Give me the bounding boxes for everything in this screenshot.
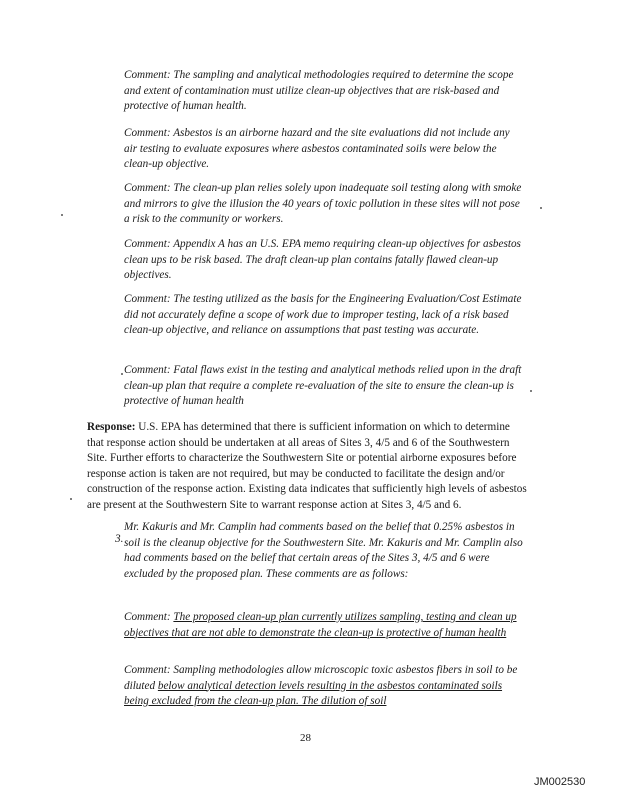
comment-a-text: The proposed clean-up plan currently utilizes sampling, testing and clean up objectives that are not able to demonstrate the clean-up is protective of human health xyxy=(124,611,517,639)
comment-ee-ca-testing: Comment: The testing utilized as the basis for the Engineering Evaluation/Cost Estimate did not accurately define a scope of work due to improper testing, lack of a risk based clean-up objective, and reliance on assumptions that past testing was accurate. xyxy=(124,293,522,336)
comment-proposed-plan xyxy=(124,610,524,641)
item-number: 3. xyxy=(115,533,124,545)
response-label: Response: xyxy=(87,421,136,433)
page-number: 28 xyxy=(300,732,311,744)
response-paragraph xyxy=(87,420,527,513)
comment-appendix-a: Comment: Appendix A has an U.S. EPA memo requiring clean-up objectives for asbestos clean ups to be risk based. The draft clean-up plan contains fatally flawed clean-up objectives. xyxy=(124,238,521,281)
scan-speck xyxy=(61,214,63,216)
scan-speck xyxy=(540,207,542,209)
comment-a-label: Comment: xyxy=(124,611,171,623)
scan-speck xyxy=(70,498,72,500)
comment-dilution xyxy=(124,663,524,710)
comment-b-prefix: Comment: Sampling methodologies allow microscopic toxic asbestos fibers in soil to be diluted xyxy=(124,664,518,692)
comment-asbestos-airborne: Comment: Asbestos is an airborne hazard and the site evaluations did not include any air testing to evaluate exposures where asbestos contaminated soils were below the clean-up objective. xyxy=(124,127,510,170)
scan-speck xyxy=(530,390,532,392)
document-id: JM002530 xyxy=(534,776,586,788)
comment-sampling-methodologies: Comment: The sampling and analytical methodologies required to determine the scope and extent of contamination must utilize clean-up objectives that are risk-based and protective of human health. xyxy=(124,69,514,112)
response-text: U.S. EPA has determined that there is sufficient information on which to determine that response action should be undertaken at all areas of Sites 3, 4/5 and 6 of the Southwestern Site. Further efforts to characterize the Southwestern Site or potential airborne exposures before response action is taken are not required, but may be conducted to facilitate the design and/or construction of the response action. Existing data indicates that sufficiently high levels of asbestos are present at the Southwestern Site to warrant response action at Sites 3, 4/5 and 6. xyxy=(87,421,527,511)
comment-b-text: below analytical detection levels resulting in the asbestos contaminated soils being excluded from the clean-up plan. The dilution of soil xyxy=(124,679,503,707)
comment-fatal-flaws: Comment: Fatal flaws exist in the testing and analytical methods relied upon in the draft clean-up plan that require a complete re-evaluation of the site to ensure the clean-up is protective of human health xyxy=(124,364,522,407)
item-3-text: Mr. Kakuris and Mr. Camplin had comments based on the belief that 0.25% asbestos in soil is the cleanup objective for the Southwestern Site. Mr. Kakuris and Mr. Camplin also had comments based on the belief that certain areas of the Sites 3, 4/5 and 6 were excluded by the proposed plan. These comments are as follows: xyxy=(124,521,523,580)
scan-speck xyxy=(121,373,123,375)
comment-inadequate-testing: Comment: The clean-up plan relies solely upon inadequate soil testing along with smoke and mirrors to give the illusion the 40 years of toxic pollution in these sites will not pose a risk to the community or workers. xyxy=(124,182,522,225)
